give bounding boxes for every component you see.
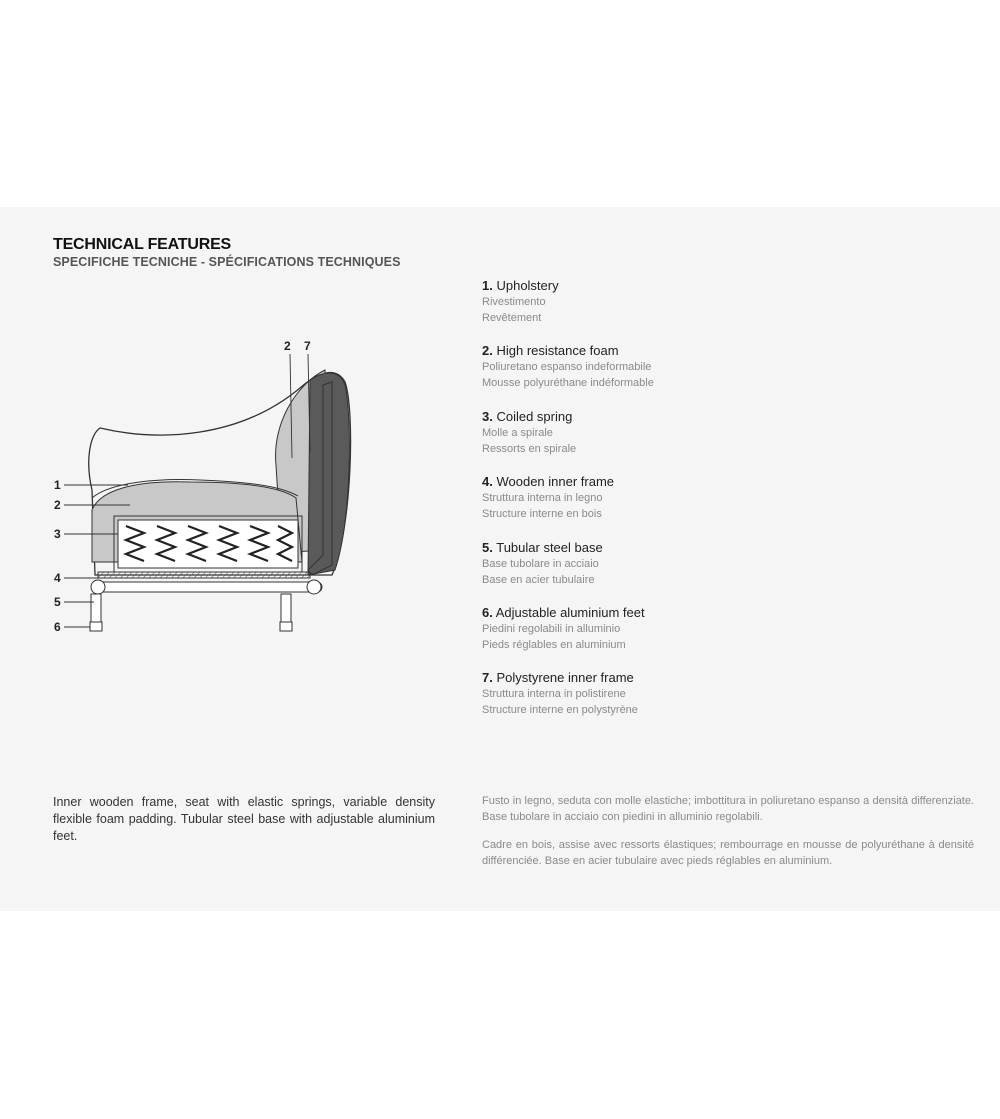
wooden-base-frame: [98, 572, 310, 578]
feature-number: 7.: [482, 670, 493, 686]
description-english: Inner wooden frame, seat with elastic springs, variable density flexible foam padding. Tubular steel base with adjustable aluminium feet.: [53, 795, 435, 843]
callout-5: 5: [54, 595, 61, 609]
feature-number: 6.: [482, 604, 493, 620]
callout-7-top: 7: [304, 339, 311, 353]
feature-name-it: Piedini regolabili in alluminio: [482, 622, 621, 635]
tube-end-left: [91, 580, 105, 594]
callout-2: 2: [54, 498, 61, 512]
feature-number: 4.: [482, 474, 493, 490]
feature-item: [482, 605, 812, 670]
feature-number: 1.: [482, 278, 493, 293]
feature-name: Upholstery: [496, 278, 559, 293]
feature-name-fr: Pieds réglables en aluminium: [482, 638, 626, 651]
feature-item: [482, 670, 812, 735]
feature-item: [482, 278, 812, 343]
section-title: TECHNICAL FEATURES: [53, 236, 232, 253]
feature-name: Tubular steel base: [496, 539, 603, 555]
feature-item: [482, 343, 812, 408]
feature-number: 3.: [482, 408, 493, 424]
feature-name-it: Poliuretano espanso indeformabile: [482, 361, 652, 374]
callout-1: 1: [54, 478, 61, 492]
feature-name-it: Molle a spirale: [482, 426, 553, 439]
foot-right: [280, 622, 292, 631]
spring-box: [118, 520, 298, 568]
callout-2-top: 2: [284, 339, 291, 353]
feature-name: Wooden inner frame: [496, 474, 615, 490]
section-subtitle: SPECIFICHE TECNICHE - SPÉCIFICATIONS TECHNIQUES: [53, 255, 401, 269]
feature-name: Adjustable aluminium feet: [495, 604, 645, 620]
armchair-section-diagram: [40, 330, 370, 650]
feature-name: Polystyrene inner frame: [496, 670, 634, 686]
description-italian: Fusto in legno, seduta con molle elastiche; imbottitura in poliuretano espanso a densità differenziate. Base tubolare in acciaio con piedini in alluminio regolabili.: [482, 795, 974, 823]
feature-item: [482, 474, 812, 539]
feature-name-it: Struttura interna in legno: [482, 492, 603, 505]
tubular-steel-base: [92, 582, 322, 592]
foot-left: [90, 622, 102, 631]
callout-4: 4: [54, 571, 61, 585]
feature-item: [482, 409, 812, 474]
callout-3: 3: [54, 527, 61, 541]
feature-number: 2.: [482, 343, 493, 359]
feature-name: High resistance foam: [496, 343, 619, 359]
feature-item: [482, 540, 812, 605]
feature-name-fr: Ressorts en spirale: [482, 442, 577, 455]
feature-name-fr: Mousse polyuréthane indéformable: [482, 377, 654, 390]
features-list: [482, 278, 812, 736]
feature-name-it: Base tubolare in acciaio: [482, 557, 599, 570]
feature-name-fr: Structure interne en polystyrène: [482, 704, 638, 717]
tube-end-right: [307, 580, 321, 594]
feature-number: 5.: [482, 539, 493, 555]
feature-name-it: Struttura interna in polistirene: [482, 688, 626, 701]
description-french: Cadre en bois, assise avec ressorts élastiques; rembourrage en mousse de polyuréthane à densité différenciée. Base en acier tubulaire avec pieds réglables en aluminium.: [482, 839, 974, 867]
feature-name-fr: Revêtement: [482, 312, 542, 324]
callout-6: 6: [54, 620, 61, 634]
feature-name-it: Rivestimento: [482, 296, 546, 308]
feature-name-fr: Structure interne en bois: [482, 508, 602, 521]
feature-name: Coiled spring: [496, 408, 573, 424]
feature-name-fr: Base en acier tubulaire: [482, 573, 595, 586]
